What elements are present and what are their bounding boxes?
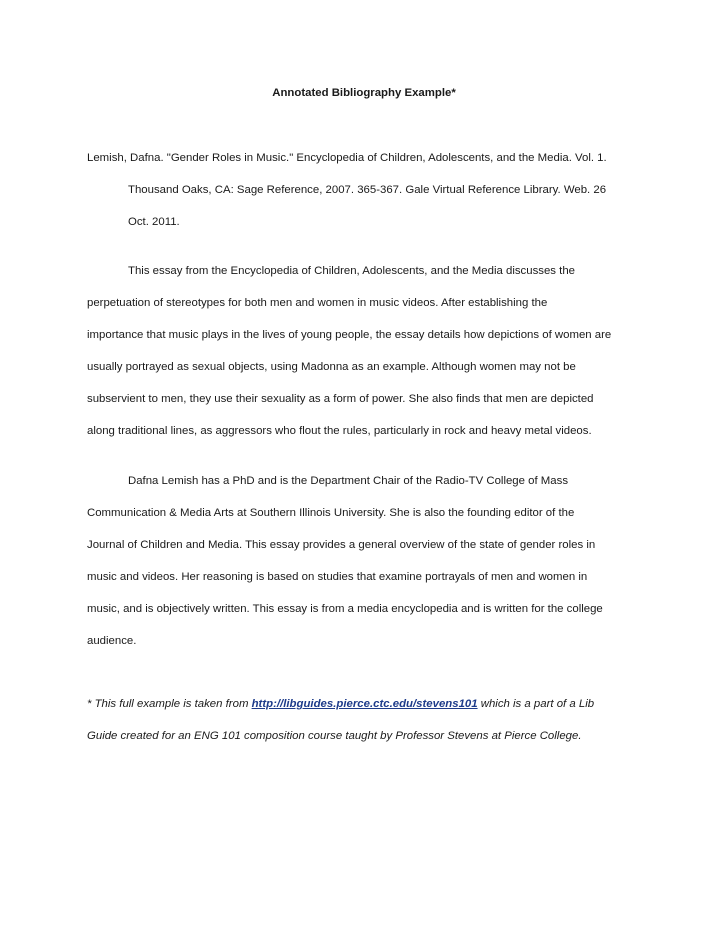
citation-line-2: Thousand Oaks, CA: Sage Reference, 2007. 365-367. Gale Virtual Reference Library. Web. 26 (128, 184, 607, 196)
paragraph2-line-4: music and videos. Her reasoning is based on studies that examine portrayals of men and women in (87, 571, 588, 583)
paragraph2-line-6: audience. (87, 635, 137, 647)
paragraph1-line-6: along traditional lines, as aggressors who flout the rules, particularly in rock and heavy metal videos. (87, 425, 592, 437)
paragraph1-line-4: usually portrayed as sexual objects, using Madonna as an example. Although women may not be (87, 361, 576, 373)
paragraph2-line-2: Communication & Media Arts at Southern Illinois University. She is also the founding editor of the (87, 507, 575, 519)
paragraph1-line-2: perpetuation of stereotypes for both men and women in music videos. After establishing the (87, 297, 548, 309)
footnote-suffix: which is a part of a Lib (477, 698, 595, 710)
paragraph1-line-3: importance that music plays in the lives of young people, the essay details how depictions of women are (87, 329, 612, 341)
paragraph2-line-1: Dafna Lemish has a PhD and is the Department Chair of the Radio-TV College of Mass (128, 475, 569, 487)
paragraph1-line-5: subservient to men, they use their sexuality as a form of power. She also finds that men are depicted (87, 393, 594, 405)
footnote-prefix: * This full example is taken from (87, 698, 252, 710)
paragraph2-line-3: Journal of Children and Media. This essay provides a general overview of the state of gender roles in (87, 539, 596, 551)
citation-line-3: Oct. 2011. (128, 216, 180, 228)
footnote-line-1 (87, 697, 594, 711)
paragraph2-line-5: music, and is objectively written. This essay is from a media encyclopedia and is written for the college (87, 603, 603, 615)
citation-line-1: Lemish, Dafna. "Gender Roles in Music." Encyclopedia of Children, Adolescents, and the Media. Vol. 1. (87, 152, 607, 164)
footnote-line-2: Guide created for an ENG 101 composition course taught by Professor Stevens at Pierce College. (87, 730, 582, 742)
paragraph1-line-1: This essay from the Encyclopedia of Children, Adolescents, and the Media discusses the (128, 265, 576, 277)
document-title: Annotated Bibliography Example* (272, 87, 456, 99)
source-link[interactable]: http://libguides.pierce.ctc.edu/stevens101 (251, 698, 478, 710)
